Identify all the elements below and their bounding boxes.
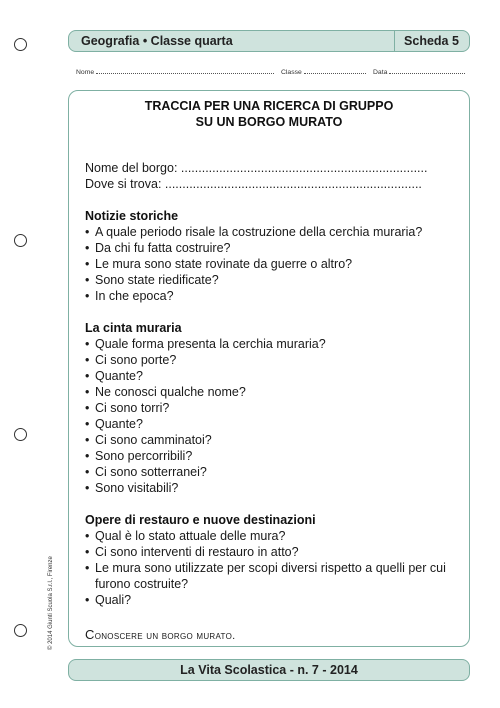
bullet-icon: • (85, 481, 90, 495)
bullet-icon: • (85, 385, 90, 399)
list-item: • Quante? (85, 369, 143, 383)
subject-label: Geografia • Classe quarta (81, 34, 233, 48)
binder-hole-top (14, 38, 27, 51)
list-item: • Le mura sono state rovinate da guerre o altro? (85, 257, 353, 271)
field-location: Dove si trova: .......................................................................... (85, 177, 422, 191)
class-label: Classe (281, 69, 302, 76)
field-borgo-name: Nome del borgo: ....................................................................... (85, 161, 428, 175)
class-row (281, 67, 366, 76)
binder-hole-lower-middle (14, 428, 27, 441)
list-item: • A quale periodo risale la costruzione della cerchia muraria? (85, 225, 423, 239)
list-item-continuation: furono costruite? (95, 577, 189, 591)
bullet-icon: • (85, 257, 90, 271)
list-item: • Quale forma presenta la cerchia muraria? (85, 337, 326, 351)
class-line[interactable] (304, 67, 366, 74)
list-item: • Quali? (85, 593, 132, 607)
bullet-icon: • (85, 401, 90, 415)
bullet-icon: • (85, 273, 90, 287)
header-bar (68, 30, 470, 52)
list-item: • Sono visitabili? (85, 481, 179, 495)
binder-hole-bottom (14, 624, 27, 637)
bullet-icon: • (85, 369, 90, 383)
list-item: • Ne conosci qualche nome? (85, 385, 246, 399)
bullet-icon: • (85, 353, 90, 367)
worksheet-title-line2: SU UN BORGO MURATO (195, 115, 343, 129)
bullet-icon: • (85, 529, 90, 543)
list-item: • Ci sono interventi di restauro in atto? (85, 545, 299, 559)
section-heading-restoration: Opere di restauro e nuove destinazioni (85, 513, 316, 527)
bullet-icon: • (85, 225, 90, 239)
list-item: • Ci sono sotterranei? (85, 465, 207, 479)
list-item: • Sono state riedificate? (85, 273, 219, 287)
name-row (76, 67, 274, 76)
bullet-icon: • (85, 337, 90, 351)
worksheet-title-line1: TRACCIA PER UNA RICERCA DI GRUPPO (144, 99, 394, 113)
bullet-icon: • (85, 289, 90, 303)
worksheet-box (68, 90, 470, 647)
bullet-icon: • (85, 593, 90, 607)
learning-objective: Conoscere un borgo murato. (85, 627, 236, 642)
list-item: • Ci sono torri? (85, 401, 170, 415)
list-item: • Da chi fu fatta costruire? (85, 241, 231, 255)
sheet-label: Scheda 5 (404, 34, 459, 48)
bullet-icon: • (85, 449, 90, 463)
bullet-icon: • (85, 561, 90, 575)
bullet-icon: • (85, 545, 90, 559)
list-item: • Ci sono porte? (85, 353, 177, 367)
date-line[interactable] (389, 67, 465, 74)
bullet-icon: • (85, 417, 90, 431)
bullet-icon: • (85, 241, 90, 255)
name-line[interactable] (96, 67, 274, 74)
section-heading-history: Notizie storiche (85, 209, 179, 223)
footer-label: La Vita Scolastica - n. 7 - 2014 (180, 663, 358, 677)
bullet-icon: • (85, 433, 90, 447)
name-label: Nome (76, 69, 95, 76)
bullet-icon: • (85, 465, 90, 479)
list-item: • In che epoca? (85, 289, 174, 303)
date-label: Data (373, 69, 388, 76)
binder-hole-upper-middle (14, 234, 27, 247)
section-heading-walls: La cinta muraria (85, 321, 182, 335)
list-item: • Qual è lo stato attuale delle mura? (85, 529, 286, 543)
list-item: • Quante? (85, 417, 143, 431)
date-row (373, 67, 465, 76)
list-item: • Sono percorribili? (85, 449, 193, 463)
list-item: • Ci sono camminatoi? (85, 433, 212, 447)
list-item: • Le mura sono utilizzate per scopi diversi rispetto a quelli per cui (85, 561, 446, 575)
copyright-notice: © 2014 Giunti Scuola S.r.l., Firenze (48, 556, 54, 650)
footer-bar (68, 659, 470, 681)
